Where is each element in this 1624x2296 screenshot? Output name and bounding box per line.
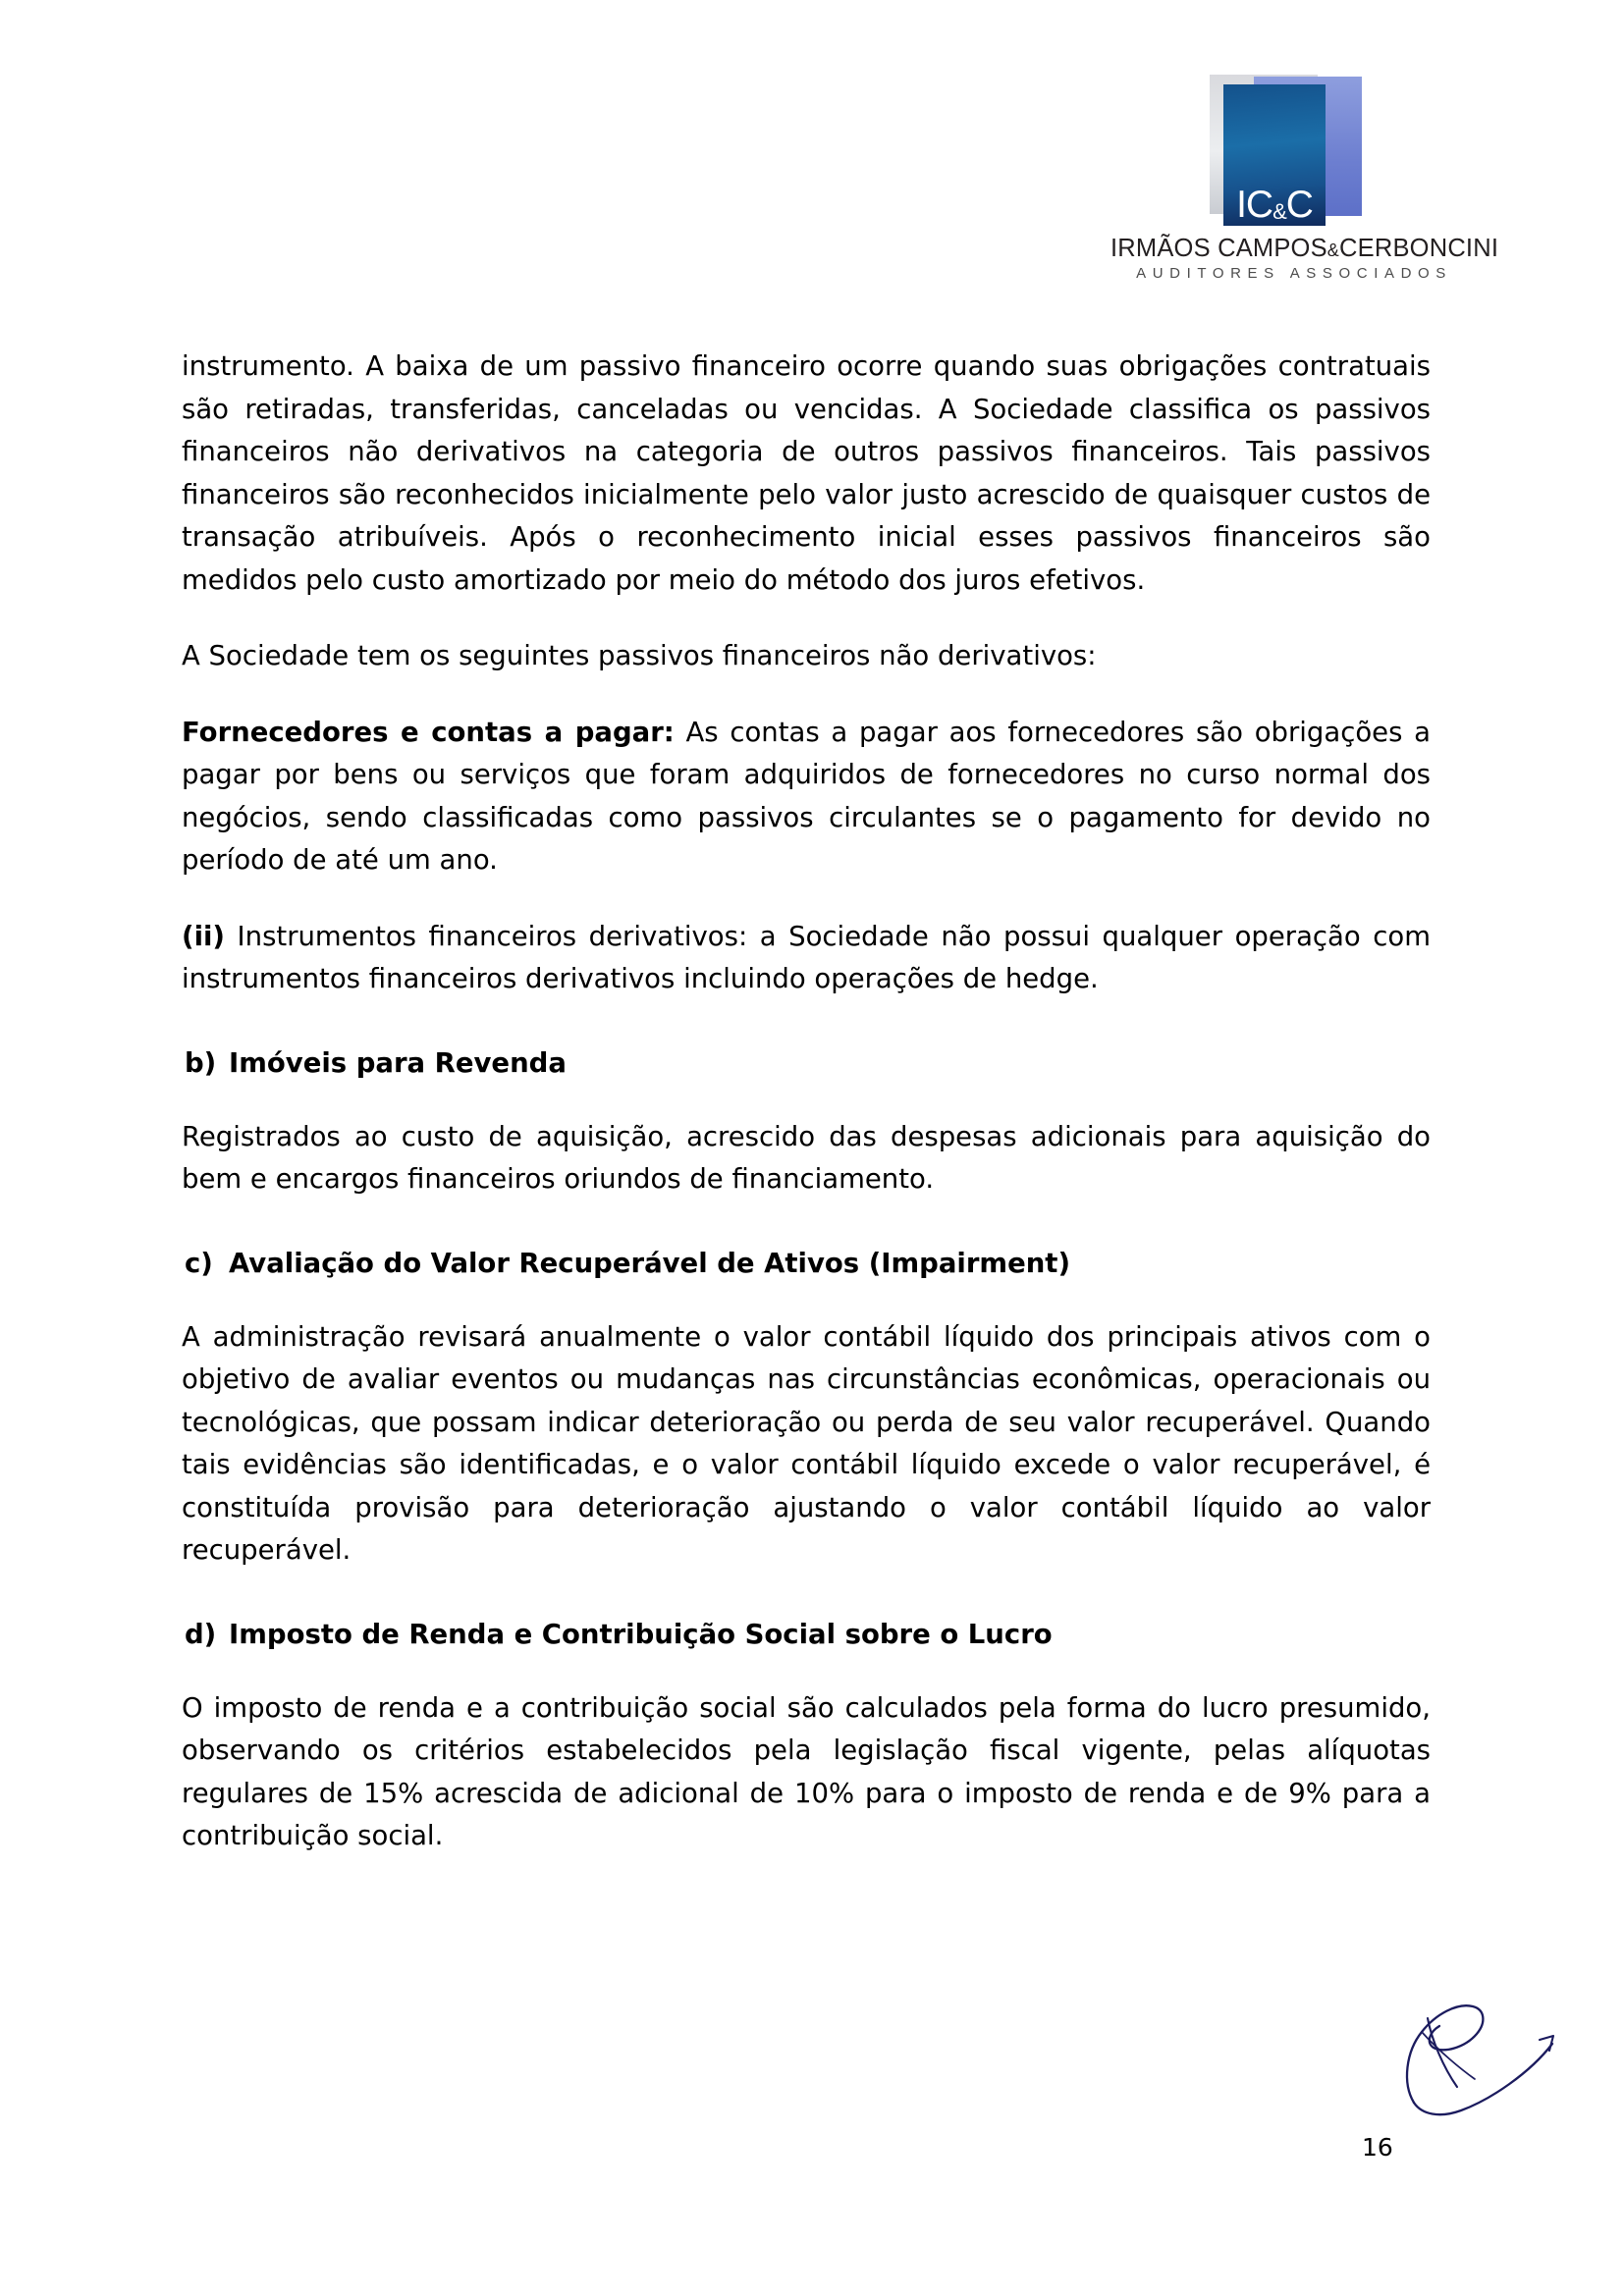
spacer [182, 1606, 1431, 1615]
heading-section-d [182, 1615, 1431, 1654]
logo-monogram-left: IC [1236, 184, 1273, 226]
paragraph-ii-body: Instrumentos financeiros derivativos: a Sociedade não possui qualquer operação com instrumentos financeiros derivativos incluindo operações de hedge. [182, 920, 1431, 994]
paragraph-instrumento: instrumento. A baixa de um passivo financeiro ocorre quando suas obrigações contratuais são retiradas, transferidas, canceladas ou vencidas. A Sociedade classifica os passivos financeiros não derivativos na categoria de outros passivos financeiros. Tais passivos financeiros são reconhecidos inicialmente pelo valor justo acrescido de quaisquer custos de transação atribuíveis. Após o reconhecimento inicial esses passivos financeiros são medidos pelo custo amortizado por meio do método dos juros efetivos. [182, 350, 1431, 596]
spacer [182, 1035, 1431, 1043]
heading-section-b [182, 1043, 1431, 1083]
logo-tagline: AUDITORES ASSOCIADOS [1136, 264, 1452, 282]
heading-section-c [182, 1244, 1431, 1283]
document-body [182, 346, 1431, 1892]
heading-section-b-title: Imóveis para Revenda [229, 1046, 567, 1079]
logo-company-name-part1: IRMÃOS CAMPOS [1110, 235, 1327, 262]
paragraph-section-b-body: Registrados ao custo de aquisição, acrescido das despesas adicionais para aquisição do bem e encargos financeiros oriundos de financiamento. [182, 1120, 1431, 1195]
page-number: 16 [1362, 2133, 1393, 2162]
spacer [182, 1235, 1431, 1244]
paragraph-fornecedores-lead: Fornecedores e contas a pagar: [182, 716, 675, 748]
paragraph-fornecedores-body: As contas a pagar aos fornecedores são obrigações a pagar por bens ou serviços que foram adquiridos de fornecedores no curso normal dos negócios, sendo classificadas como passivos circulantes se o pagamento for devido no período de até um ano. [182, 716, 1431, 876]
page-header [0, 0, 1624, 324]
heading-section-b-marker: b) [185, 1046, 217, 1079]
logo-monogram-right: C [1285, 184, 1313, 226]
paragraph-sociedade-tem: A Sociedade tem os seguintes passivos financeiros não derivativos: [182, 640, 1097, 671]
handwritten-signature [1392, 1997, 1579, 2144]
paragraph-ii-derivativos [182, 916, 1431, 1001]
paragraph-fornecedores [182, 712, 1431, 882]
logo-company-name-part2: CERBONCINI [1339, 235, 1499, 262]
paragraph-section-d-body: O imposto de renda e a contribuição social são calculados pela forma do lucro presumido, observando os critérios estabelecidos pela legislação fiscal vigente, pelas alíquotas regulares de 15% acrescida de adicional de 10% para o imposto de renda e de 9% para a contribuição social. [182, 1691, 1431, 1851]
logo-mark-icon [1210, 71, 1375, 230]
paragraph-ii-lead: (ii) [182, 920, 225, 952]
logo-company-name [1110, 235, 1499, 262]
logo-company-name-ampersand: & [1326, 240, 1340, 260]
company-logo [1110, 71, 1499, 282]
logo-monogram-ampersand: & [1272, 199, 1286, 224]
heading-section-d-title: Imposto de Renda e Contribuição Social sobre o Lucro [229, 1618, 1053, 1650]
heading-section-c-marker: c) [185, 1247, 213, 1279]
logo-monogram [1223, 186, 1326, 224]
heading-section-d-marker: d) [185, 1618, 217, 1650]
heading-section-c-title: Avaliação do Valor Recuperável de Ativos (Impairment) [229, 1247, 1071, 1279]
paragraph-section-c-body: A administração revisará anualmente o valor contábil líquido dos principais ativos com o objetivo de avaliar eventos ou mudanças nas circunstâncias econômicas, operacionais ou tecnológicas, que possam indicar deterioração ou perda de seu valor recuperável. Quando tais evidências são identificadas, e o valor contábil líquido excede o valor recuperável, é constituída provisão para deterioração ajustando o valor contábil líquido ao valor recuperável. [182, 1320, 1431, 1566]
